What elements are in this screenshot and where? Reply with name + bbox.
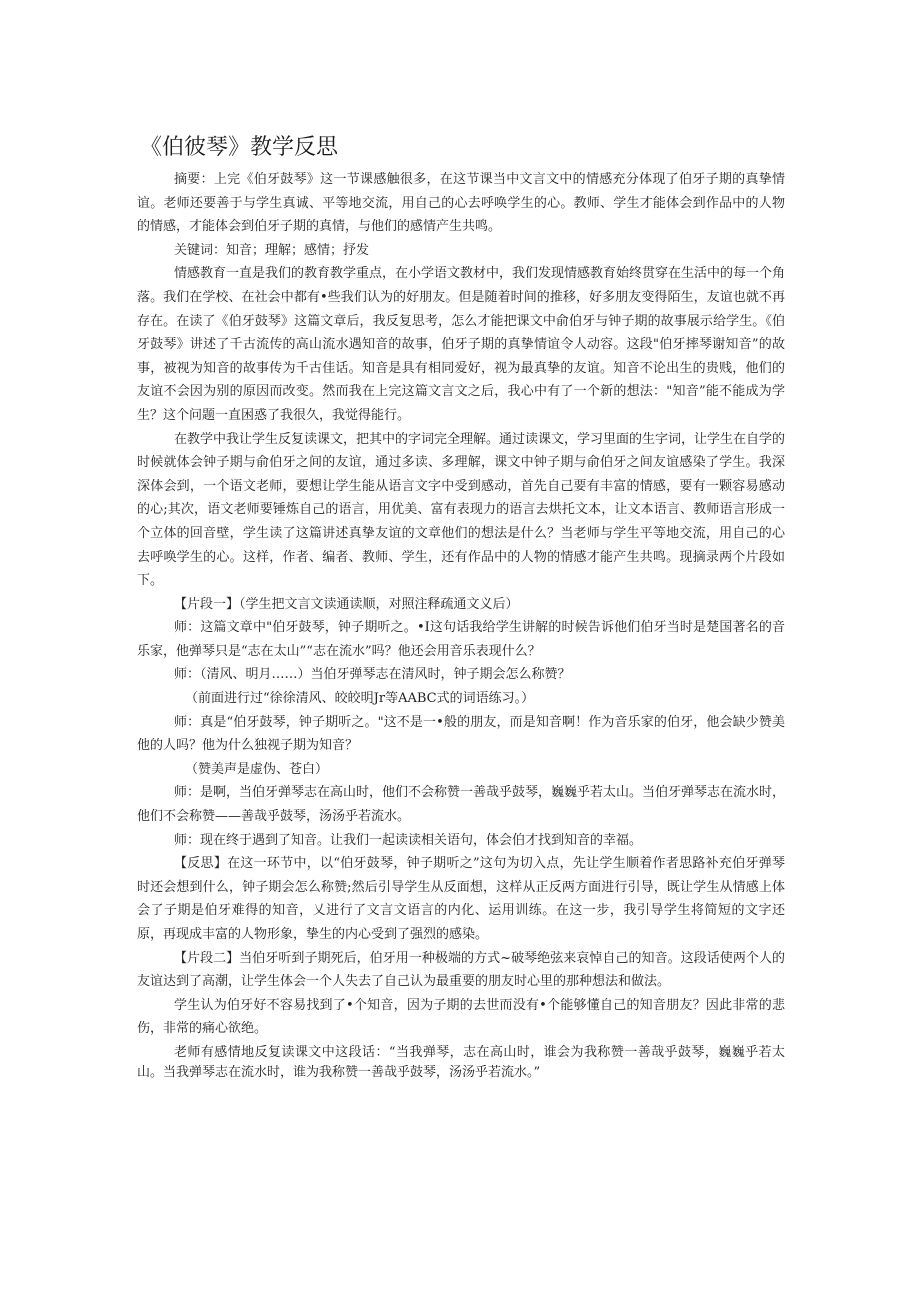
body-paragraph: 老师有感情地反复读课文中这段话：“当我弹琴，志在高山时，谁会为我称赞一善哉乎鼓琴，巍巍乎若太山。当我弹琴志在流水时，谁为我称赞一善哉乎鼓琴，汤汤乎若流水。” <box>137 1044 785 1080</box>
body-paragraph: 师：是啊，当伯牙弹琴志在高山时，他们不会称赞一善哉乎鼓琴，巍巍乎若太山。当伯牙弹琴志在流水时，他们不会称赞——善哉乎鼓琴，汤汤乎若流水。 <box>137 785 786 825</box>
document-body <box>137 168 785 1083</box>
body-paragraph: （前面进行过“徐徐清风、皎皎明Jr等AABC式的词语练习。） <box>185 691 535 707</box>
body-paragraph: 师：真是“伯牙鼓琴，钟子期听之。"这不是一•般的朋友，而是知音啊！作为音乐家的伯牙，他会缺少赞美他的人吗？他为什么独视子期为知音？ <box>137 714 785 754</box>
abstract-paragraph: 摘要：上完《伯牙鼓琴》这一节课感触很多，在这节课当中文言文中的情感充分体现了伯牙子期的真挚情谊。老师还要善于与学生真诚、平等地交流，用自己的心去呼唤学生的心。教师、学生才能体会到作品中的人物的情感，才能体会到伯牙子期的真情，与他们的感情产生共鸣。 <box>137 172 785 235</box>
body-paragraph: （赞美声是虚伪、苍白） <box>185 761 329 777</box>
body-paragraph: 学生认为伯牙好不容易找到了•个知音，因为子期的去世而没有•个能够懂自己的知音朋友？因此非常的悲伤，非常的痛心欲绝。 <box>137 997 785 1037</box>
body-paragraph: 师：（清风、明月……）当伯牙弹琴志在清风时，钟子期会怎么称赞？ <box>174 667 571 683</box>
reflection-paragraph: 【反思】在这一环节中，以“伯牙鼓琴，钟子期听之”这句为切入点，先让学生顺着作者思路补充伯牙弹琴时还会想到什么，钟子期会怎么称赞;然后引导学生从反面想，这样从正反两方面进行引导，既让学生从情感上体会了子期是伯牙难得的知音，乂进行了文言文语言的内化、运用训练。在这一步，我引导学生将简短的文字还原，再现成丰富的人物形象，挚生的内心受到了强烈的感染。 <box>137 856 785 942</box>
document-title: 《伯彼琴》教学反思 <box>140 135 339 160</box>
fragment-one-heading: 【片段一】（学生把文言文读通读顺，对照注释疏通文义后） <box>174 596 519 612</box>
body-paragraph: 情感教育一直是我们的教育教学重点，在小学语文教材中，我们发现情感教育始终贯穿在生活中的每一个角落。我们在学校、在社会中都有•些我们认为的好朋友。但是随着时间的推移，好多朋友变得陌生，友谊也就不再存在。在读了《伯牙鼓琴》这篇文章后，我反复思考，怎么才能把课文中俞伯牙与钟子期的故事展示给学生。《伯牙鼓琴》讲述了千古流传的高山流水遇知音的故事，伯牙子期的真挚情谊令人动容。这段"伯牙摔琴谢知音”的故事，被视为知音的故事传为千古佳话。知音是具有相同爱好，视为最真挚的友谊。知音不论出生的贵贱，他们的友谊不会因为别的原因而改变。然而我在上完这篇文言文之后，我心中有了一个新的想法："知音”能不能成为学生？这个问题一直困惑了我很久，我觉得能行。 <box>137 266 786 423</box>
keywords-paragraph: 关键词：知音；理解；感情；抒发 <box>174 242 370 258</box>
fragment-two-paragraph: 【片段二】当伯牙听到子期死后，伯牙用一种极端的方式~破琴绝弦来哀悼自己的知音。这段话使两个人的友谊达到了高潮，让学生体会一个人失去了自己认为最重要的朋友时心里的那种想法和做法。 <box>137 950 785 990</box>
body-paragraph: 师：现在终于遇到了知音。让我们一起读读相关语句，体会伯才找到知音的幸福。 <box>174 832 643 848</box>
body-paragraph: 师：这篇文章中"伯牙鼓琴，钟子期听之。•I这句话我给学生讲解的时候告诉他们伯牙当时是楚国著名的音乐家，他弹琴只是“志在太山”“志在流水”吗？他还会用音乐表现什么？ <box>137 620 785 659</box>
body-paragraph: 在教学中我让学生反复读课文，把其中的字词完全理解。通过读课文，学习里面的生字词，让学生在自学的时候就体会钟子期与俞伯牙之间的友谊，通过多读、多理解，课文中钟子期与俞伯牙之间友谊感染了学生。我深深体会到，一个语文老师，要想让学生能从语言文字中受到感动，首先自己要有丰富的情感，要有一颗容易感动的心;其次，语文老师要锤炼自己的语言，用优美、富有表现力的语言去烘托文本，让文本语言、教师语言形成一个立体的回音壁，学生读了这篇讲述真挚友谊的文章他们的想法是什么？当老师与学生平等地交流，用自己的心去呼唤学生的心。这样，作者、编者、教师、学生，还有作品中的人物的情感才能产生共鸣。现摘录两个片段如下。 <box>137 431 786 589</box>
